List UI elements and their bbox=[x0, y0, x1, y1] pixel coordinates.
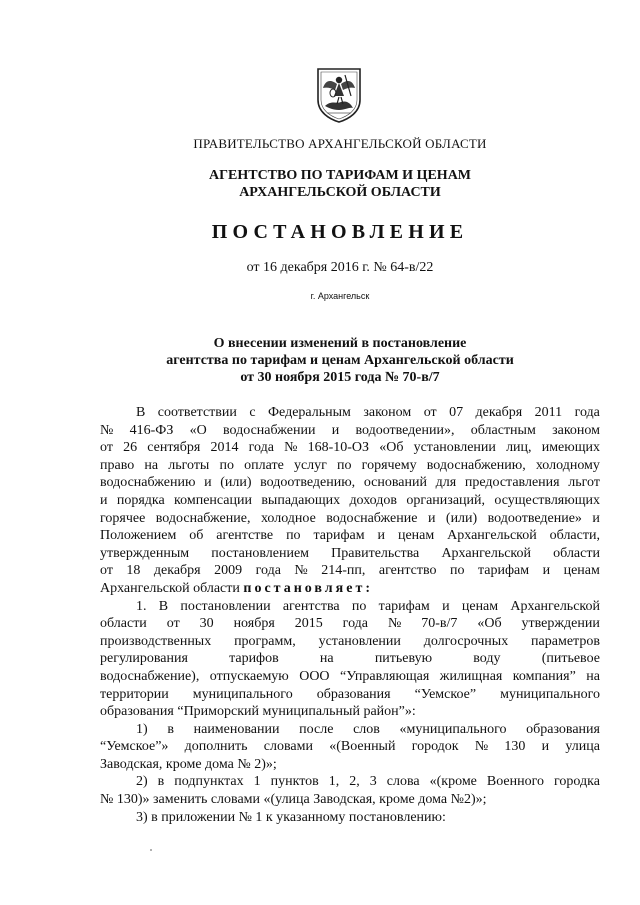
word: 2009 bbox=[214, 563, 243, 579]
word: законом bbox=[363, 405, 412, 420]
word: доходов bbox=[349, 492, 398, 508]
word: оснований bbox=[363, 475, 427, 491]
word: право bbox=[100, 457, 135, 473]
word: 130 bbox=[504, 739, 526, 755]
text-line bbox=[100, 721, 600, 739]
word: области bbox=[553, 545, 600, 561]
word: сентября bbox=[147, 440, 201, 456]
word: параметров bbox=[531, 633, 600, 649]
word: водоснабжению, bbox=[426, 457, 526, 473]
word: 2, bbox=[349, 774, 360, 790]
word: долгосрочных bbox=[423, 633, 509, 649]
word: 1 bbox=[253, 774, 261, 790]
word: и bbox=[541, 739, 550, 755]
text-line bbox=[100, 545, 600, 563]
word: и bbox=[100, 492, 108, 508]
word: (или) bbox=[445, 510, 478, 526]
word: и bbox=[204, 475, 212, 491]
word: водоснабжение bbox=[326, 510, 418, 526]
word: и bbox=[592, 510, 600, 526]
word: по bbox=[449, 563, 465, 579]
paragraph-subitem-3 bbox=[100, 809, 600, 827]
word: улица bbox=[565, 739, 600, 755]
paragraph-preamble bbox=[100, 404, 600, 598]
word: от bbox=[166, 616, 180, 632]
word: Правительства bbox=[331, 545, 420, 561]
word: утвержденным bbox=[100, 545, 190, 561]
word: образования bbox=[316, 686, 391, 702]
word: для bbox=[435, 475, 457, 491]
word: «О bbox=[189, 422, 207, 438]
word: по bbox=[286, 528, 301, 544]
word: после bbox=[299, 721, 334, 737]
word: выпадающих bbox=[261, 492, 341, 508]
word: тарифам bbox=[378, 598, 430, 614]
word: по bbox=[337, 457, 352, 473]
text-line bbox=[100, 738, 600, 756]
word: Федеральным bbox=[267, 405, 351, 420]
word: от bbox=[100, 563, 113, 579]
word: Военного bbox=[486, 774, 545, 790]
word: ноября bbox=[233, 616, 275, 632]
word: 416-ФЗ bbox=[129, 422, 174, 438]
word: “Уемское”» bbox=[100, 739, 169, 755]
paragraph-subitem-2 bbox=[100, 773, 600, 808]
word: водоснабжении bbox=[222, 422, 316, 438]
word: организаций, bbox=[406, 492, 486, 508]
arkhangelsk-coat-of-arms-icon bbox=[315, 66, 363, 124]
word: ценам bbox=[563, 563, 600, 579]
word: на bbox=[144, 457, 159, 473]
word: агентство bbox=[378, 563, 437, 579]
word: «Об bbox=[379, 440, 404, 456]
word: 214-пп, bbox=[321, 563, 366, 579]
word: 2) bbox=[136, 774, 148, 790]
word: и bbox=[331, 422, 340, 438]
word: компенсации bbox=[174, 492, 252, 508]
word: областным bbox=[470, 422, 536, 438]
word: с bbox=[249, 405, 256, 420]
word: 1) bbox=[136, 721, 148, 737]
word: утверждении bbox=[521, 616, 600, 632]
word: года bbox=[255, 563, 281, 579]
text-line: Заводская, кроме дома № 2)»; bbox=[100, 756, 277, 772]
word: постановлении bbox=[180, 598, 271, 614]
word: установлении bbox=[413, 440, 496, 456]
word: ценам bbox=[397, 528, 435, 544]
word: водоотведении», bbox=[355, 422, 455, 438]
word: области bbox=[100, 616, 147, 632]
text-line bbox=[100, 510, 600, 528]
word: «муниципального bbox=[399, 721, 507, 737]
text-line bbox=[100, 633, 600, 651]
word: 168-10-ОЗ bbox=[307, 440, 370, 456]
word: водоснабжение), bbox=[100, 668, 200, 684]
word: жилищная bbox=[439, 668, 503, 684]
text-line bbox=[100, 474, 600, 492]
word: холодному bbox=[535, 457, 600, 473]
word: горячее bbox=[100, 510, 146, 526]
document-city: г. Архангельск bbox=[310, 291, 370, 301]
word: декабря bbox=[153, 563, 201, 579]
word: В bbox=[136, 405, 146, 420]
word: лиц, bbox=[506, 440, 532, 456]
word: 30 bbox=[199, 616, 214, 632]
government-name: ПРАВИТЕЛЬСТВО АРХАНГЕЛЬСКОЙ ОБЛАСТИ bbox=[193, 136, 487, 151]
word: водоснабжение, bbox=[155, 510, 251, 526]
word: в bbox=[157, 774, 165, 790]
word: тарифам bbox=[313, 528, 365, 544]
word: 70-в/7 bbox=[421, 616, 458, 632]
text-line bbox=[100, 439, 600, 457]
agency-name-line1: АГЕНТСТВО ПО ТАРИФАМ И ЦЕНАМ bbox=[208, 168, 472, 183]
text-line bbox=[100, 686, 600, 704]
word: № bbox=[474, 739, 489, 755]
word: ценам bbox=[461, 598, 499, 614]
document-title-line2: агентства по тарифам и ценам Архангельской области bbox=[166, 353, 514, 368]
word: на bbox=[586, 668, 600, 684]
word: по bbox=[351, 598, 367, 614]
word: (или) bbox=[220, 475, 252, 491]
word: «(Военный bbox=[329, 739, 396, 755]
text-fragment: Архангельской области bbox=[100, 580, 244, 596]
word: водоотведение» bbox=[487, 510, 582, 526]
paragraph-subitem-1 bbox=[100, 721, 600, 774]
word: агентстве bbox=[216, 528, 274, 544]
word: агентства bbox=[282, 598, 340, 614]
word: 07 bbox=[449, 405, 464, 420]
word: пунктов bbox=[270, 774, 319, 790]
word: 18 bbox=[126, 563, 141, 579]
word: образования bbox=[526, 721, 600, 737]
word: словами bbox=[263, 739, 313, 755]
text-line bbox=[100, 650, 600, 668]
word: “Управляющая bbox=[339, 668, 430, 684]
document-type: ПОСТАНОВЛЕНИЕ bbox=[211, 221, 469, 243]
word: об bbox=[189, 528, 204, 544]
word: 1, bbox=[328, 774, 340, 790]
word: соответствии bbox=[157, 405, 237, 420]
word: «Об bbox=[477, 616, 502, 632]
word: льгот bbox=[568, 475, 600, 491]
text-line bbox=[100, 668, 600, 686]
word: Архангельской bbox=[510, 598, 600, 614]
word: № bbox=[100, 422, 114, 438]
word: предоставления bbox=[464, 475, 560, 491]
word: от bbox=[100, 440, 113, 456]
word: № bbox=[294, 563, 308, 579]
text-line: 3) в приложении № 1 к указанному постановлению: bbox=[136, 809, 446, 825]
word: оплате bbox=[244, 457, 284, 473]
document-title-line3: от 30 ноября 2015 года № 70-в/7 bbox=[240, 370, 440, 385]
word: В bbox=[158, 598, 169, 614]
word: услуг bbox=[293, 457, 327, 473]
word: Положением bbox=[100, 528, 177, 544]
word: муниципального bbox=[500, 686, 600, 702]
paragraph-item-1 bbox=[100, 598, 600, 721]
word: воду bbox=[473, 651, 501, 667]
resolves-keyword: постановляет: bbox=[243, 580, 373, 596]
document-title-line1: О внесении изменений в постановление bbox=[213, 336, 467, 351]
word: слова bbox=[386, 774, 420, 790]
word: установлении bbox=[318, 633, 401, 649]
word: водоотведению, bbox=[260, 475, 356, 491]
word: № bbox=[284, 440, 298, 456]
word: тарифам bbox=[477, 563, 530, 579]
word: отпускаемую bbox=[209, 668, 289, 684]
scan-speck bbox=[150, 849, 152, 851]
document-date-number: от 16 декабря 2016 г. № 64-в/22 bbox=[246, 260, 434, 275]
word: года bbox=[574, 405, 600, 420]
word: года bbox=[248, 440, 274, 456]
text-line bbox=[100, 527, 600, 545]
word: программ, bbox=[234, 633, 296, 649]
word: области, bbox=[549, 528, 600, 544]
word: дополнить bbox=[184, 739, 248, 755]
word: порядка bbox=[116, 492, 165, 508]
word: в bbox=[167, 721, 174, 737]
word: осуществляющих bbox=[494, 492, 600, 508]
word: имеющих bbox=[541, 440, 600, 456]
agency-name-line2: АРХАНГЕЛЬСКОЙ ОБЛАСТИ bbox=[239, 185, 441, 200]
text-line bbox=[100, 404, 600, 422]
word: от bbox=[423, 405, 437, 420]
word: 26 bbox=[123, 440, 138, 456]
word: декабря bbox=[475, 405, 523, 420]
word: производственных bbox=[100, 633, 212, 649]
word: компания” bbox=[512, 668, 576, 684]
text-line bbox=[100, 457, 600, 475]
word: “Уемское” bbox=[414, 686, 477, 702]
word: подпунктах bbox=[174, 774, 244, 790]
word: на bbox=[319, 651, 334, 667]
word: льготы bbox=[168, 457, 210, 473]
word: 2015 bbox=[294, 616, 323, 632]
text-line bbox=[100, 422, 600, 440]
text-line bbox=[100, 773, 600, 791]
word: Архангельской bbox=[447, 528, 537, 544]
word: холодное bbox=[260, 510, 316, 526]
word: питьевую bbox=[374, 651, 433, 667]
word: 2011 bbox=[534, 405, 563, 420]
word: (питьевое bbox=[541, 651, 600, 667]
text-line: образования “Приморский муниципальный район”»: bbox=[100, 704, 416, 720]
word: и bbox=[427, 510, 436, 526]
word: городка bbox=[554, 774, 600, 790]
word: территории bbox=[100, 686, 169, 702]
word: городок bbox=[411, 739, 459, 755]
word: регулирования bbox=[100, 651, 188, 667]
word: слов bbox=[353, 721, 380, 737]
text-line bbox=[100, 562, 600, 580]
word: постановлением bbox=[211, 545, 310, 561]
word: 1. bbox=[136, 598, 147, 614]
word: 2014 bbox=[210, 440, 239, 456]
word: 3 bbox=[369, 774, 377, 790]
word: ООО bbox=[299, 668, 330, 684]
word: и bbox=[442, 598, 450, 614]
word: наименовании bbox=[193, 721, 280, 737]
word: Архангельской bbox=[441, 545, 532, 561]
word: «(кроме bbox=[429, 774, 477, 790]
text-line bbox=[100, 598, 600, 616]
word: года bbox=[342, 616, 368, 632]
word: № bbox=[387, 616, 402, 632]
text-line bbox=[100, 615, 600, 633]
word: и bbox=[377, 528, 386, 544]
word: муниципального bbox=[192, 686, 293, 702]
word: водоснабжению bbox=[100, 475, 196, 491]
word: по bbox=[219, 457, 234, 473]
text-line bbox=[100, 492, 600, 510]
text-line: № 130)» заменить словами «(улица Заводская, кроме дома №2)»; bbox=[100, 792, 487, 808]
text-line bbox=[100, 580, 600, 598]
document-body bbox=[100, 404, 600, 826]
word: и bbox=[542, 563, 551, 579]
word: тарифов bbox=[229, 651, 279, 667]
word: законом bbox=[552, 422, 600, 438]
word: горячему bbox=[361, 457, 417, 473]
